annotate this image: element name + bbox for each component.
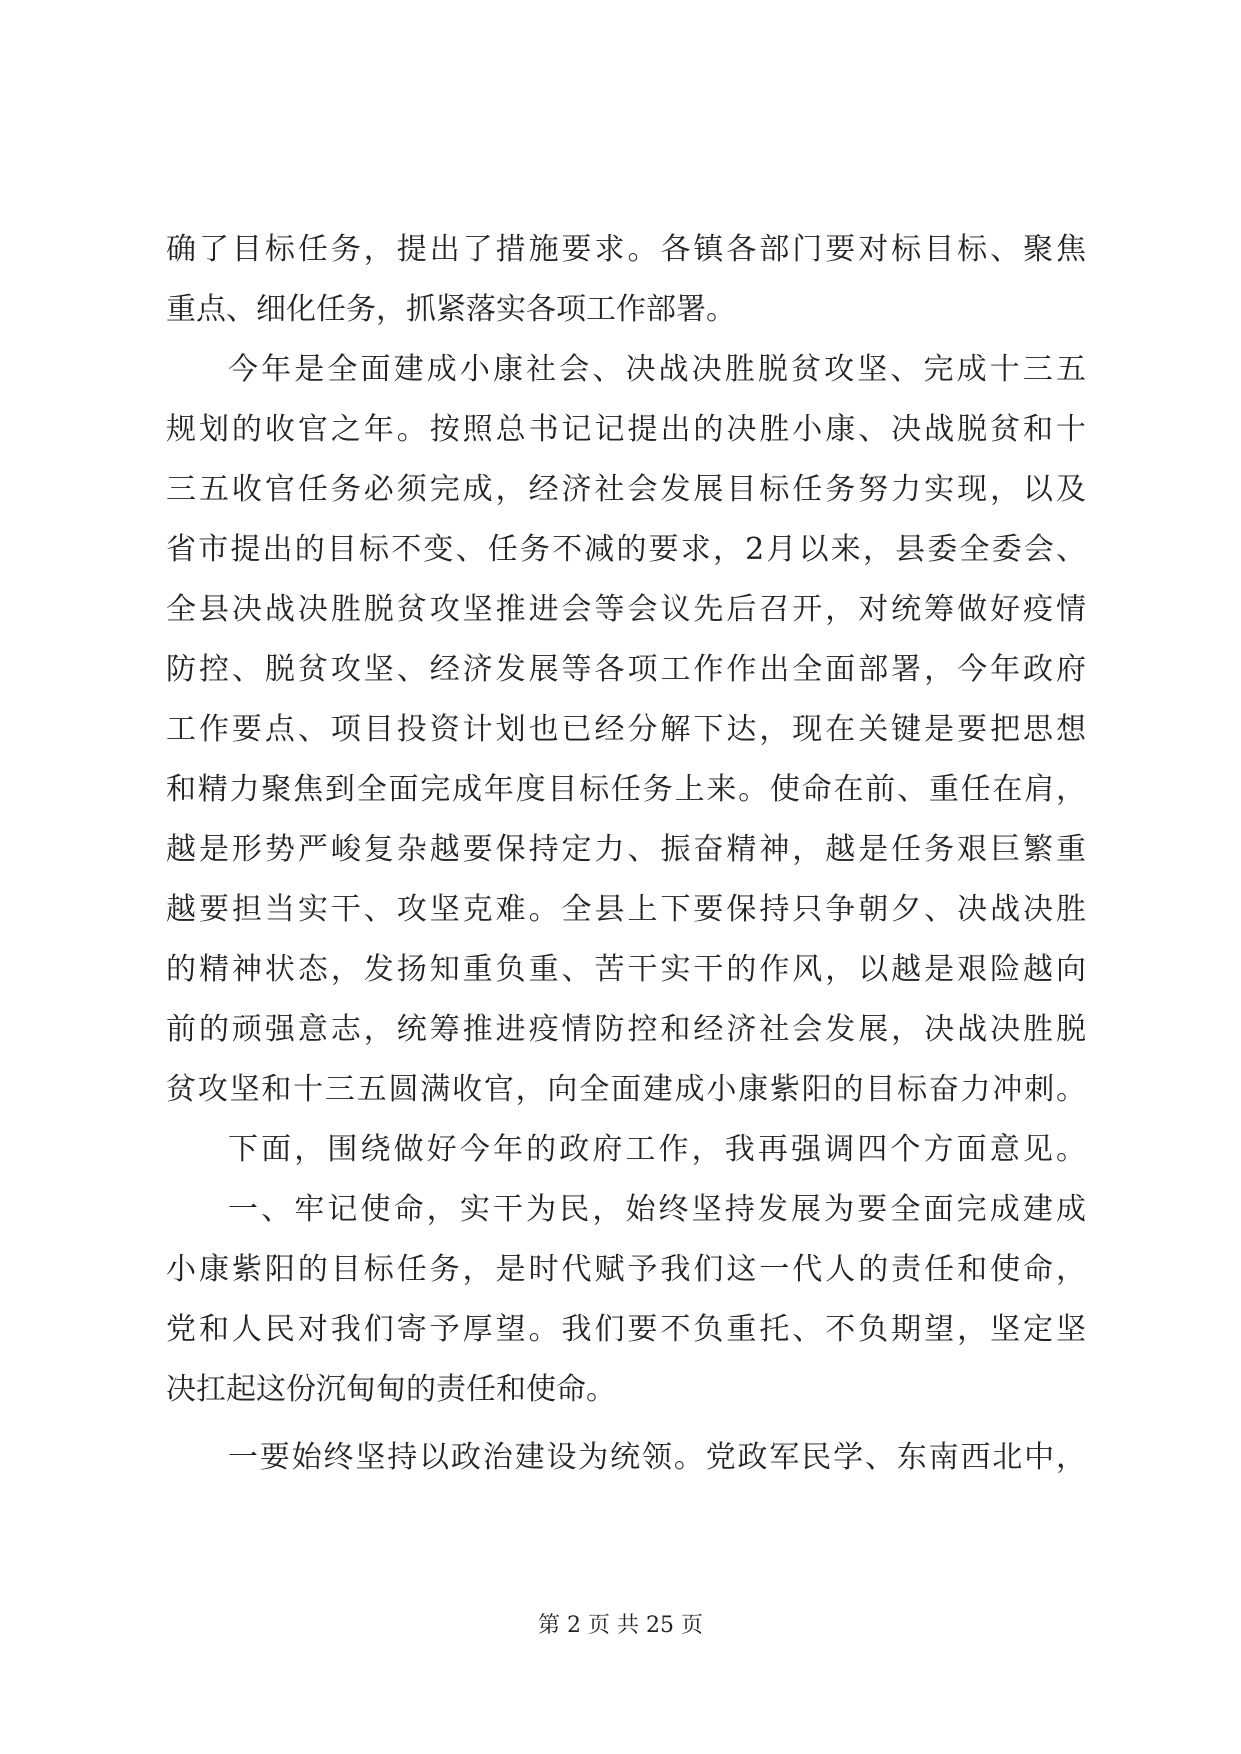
paragraph-gap: [166, 1432, 1086, 1440]
page-number-footer: 第 2 页 共 25 页: [538, 1613, 703, 1638]
text-line: 前的顽强意志，统筹推进疫情防控和经济社会发展，决战决胜脱: [166, 1012, 1086, 1047]
paragraph: [166, 1440, 1086, 1500]
text-line: 小康紫阳的目标任务，是时代赋予我们这一代人的责任和使命，: [166, 1252, 1086, 1287]
paragraph: [166, 1132, 1086, 1192]
text-line: 一要始终坚持以政治建设为统领。党政军民学、东南西北中，: [228, 1440, 1086, 1475]
text-line: 和精力聚焦到全面完成年度目标任务上来。使命在前、重任在肩，: [166, 772, 1086, 807]
text-line: 下面，围绕做好今年的政府工作，我再强调四个方面意见。: [228, 1132, 1086, 1167]
paragraph: [166, 352, 1086, 1132]
text-line: 重点、细化任务，抓紧落实各项工作部署。: [166, 292, 736, 327]
text-line: 规划的收官之年。按照总书记记提出的决胜小康、决战脱贫和十: [166, 412, 1086, 447]
text-line: 贫攻坚和十三五圆满收官，向全面建成小康紫阳的目标奋力冲刺。: [166, 1072, 1086, 1107]
text-line: 全县决战决胜脱贫攻坚推进会等会议先后召开，对统筹做好疫情: [166, 592, 1086, 627]
text-line: 越是形势严峻复杂越要保持定力、振奋精神，越是任务艰巨繁重: [166, 832, 1086, 867]
text-line: 一、牢记使命，实干为民，始终坚持发展为要全面完成建成: [228, 1192, 1086, 1227]
text-line: 工作要点、项目投资计划也已经分解下达，现在关键是要把思想: [166, 712, 1086, 747]
text-line: 确了目标任务，提出了措施要求。各镇各部门要对标目标、聚焦: [166, 232, 1086, 267]
text-line: 三五收官任务必须完成，经济社会发展目标任务努力实现，以及: [166, 472, 1086, 507]
text-line: 党和人民对我们寄予厚望。我们要不负重托、不负期望，坚定坚: [166, 1312, 1086, 1347]
text-line: 的精神状态，发扬知重负重、苦干实干的作风，以越是艰险越向: [166, 952, 1086, 987]
text-line: 今年是全面建成小康社会、决战决胜脱贫攻坚、完成十三五: [228, 352, 1086, 387]
text-line: 防控、脱贫攻坚、经济发展等各项工作作出全面部署，今年政府: [166, 652, 1086, 687]
text-line: 越要担当实干、攻坚克难。全县上下要保持只争朝夕、决战决胜: [166, 892, 1086, 927]
document-body: [166, 232, 1086, 1500]
paragraph: [166, 232, 1086, 352]
paragraph: [166, 1192, 1086, 1432]
text-line: 省市提出的目标不变、任务不减的要求，2月以来，县委全委会、: [166, 532, 1086, 567]
text-line: 决扛起这份沉甸甸的责任和使命。: [166, 1372, 616, 1407]
